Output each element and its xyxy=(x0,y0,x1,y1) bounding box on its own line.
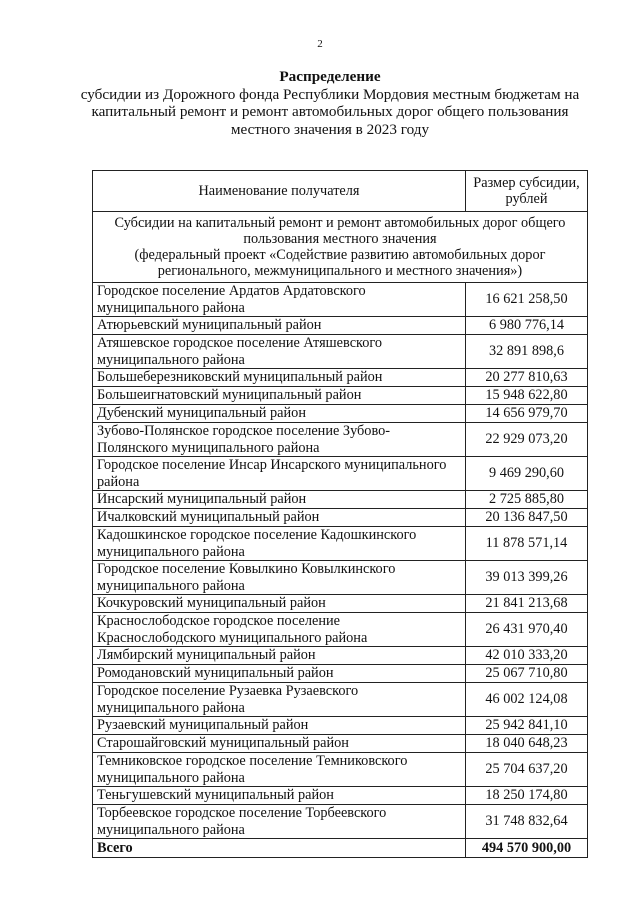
subtitle-line-1: субсидии из Дорожного фонда Республики Мордовия местным бюджетам на xyxy=(80,85,580,103)
table-row xyxy=(93,613,588,647)
recipient-name-cell: Городское поселение Рузаевка Рузаевского муниципального района xyxy=(93,683,466,717)
recipient-name-cell: Торбеевское городское поселение Торбеевского муниципального района xyxy=(93,805,466,839)
subsidy-amount-cell: 46 002 124,08 xyxy=(466,683,588,717)
table-row xyxy=(93,317,588,335)
recipient-name-cell: Городское поселение Ковылкино Ковылкинского муниципального района xyxy=(93,561,466,595)
table-row xyxy=(93,683,588,717)
subsidy-table xyxy=(92,170,588,858)
table-row xyxy=(93,509,588,527)
table-row xyxy=(93,283,588,317)
section-line-1: Субсидии на капитальный ремонт и ремонт автомобильных дорог общего xyxy=(114,214,566,231)
recipient-name-cell: Кадошкинское городское поселение Кадошкинского муниципального района xyxy=(93,527,466,561)
recipient-name-cell: Большеберезниковский муниципальный район xyxy=(93,369,466,387)
section-line-2: пользования местного значения xyxy=(243,230,437,247)
recipient-name-cell: Городское поселение Ардатов Ардатовского муниципального района xyxy=(93,283,466,317)
column-header-amount: Размер субсидии, рублей xyxy=(466,171,588,212)
recipient-name-cell: Краснослободское городское поселение Краснослободского муниципального района xyxy=(93,613,466,647)
subsidy-amount-cell: 25 067 710,80 xyxy=(466,665,588,683)
recipient-name-cell: Рузаевский муниципальный район xyxy=(93,717,466,735)
recipient-name-cell: Большеигнатовский муниципальный район xyxy=(93,387,466,405)
subsidy-amount-cell: 32 891 898,6 xyxy=(466,335,588,369)
table-row xyxy=(93,527,588,561)
subsidy-amount-cell: 18 250 174,80 xyxy=(466,787,588,805)
table-row xyxy=(93,595,588,613)
title-block xyxy=(60,68,600,138)
table-row xyxy=(93,647,588,665)
document-title: Распределение xyxy=(279,68,381,85)
table-row xyxy=(93,491,588,509)
subtitle-line-2: капитальный ремонт и ремонт автомобильных дорог общего пользования xyxy=(91,103,569,120)
section-header xyxy=(93,212,588,283)
recipient-name-cell: Ичалковский муниципальный район xyxy=(93,509,466,527)
page-number: 2 xyxy=(317,38,323,50)
recipient-name-cell: Инсарский муниципальный район xyxy=(93,491,466,509)
subsidy-amount-cell: 6 980 776,14 xyxy=(466,317,588,335)
section-line-3: (федеральный проект «Содействие развитию автомобильных дорог xyxy=(134,247,546,263)
subsidy-amount-cell: 14 656 979,70 xyxy=(466,405,588,423)
subsidy-amount-cell: 25 704 637,20 xyxy=(466,753,588,787)
table-row xyxy=(93,717,588,735)
subsidy-amount-cell: 20 277 810,63 xyxy=(466,369,588,387)
table-row xyxy=(93,457,588,491)
column-header-recipient: Наименование получателя xyxy=(93,171,466,212)
subsidy-amount-cell: 26 431 970,40 xyxy=(466,613,588,647)
table-row xyxy=(93,405,588,423)
table-row xyxy=(93,387,588,405)
table-row xyxy=(93,561,588,595)
recipient-name-cell: Зубово-Полянское городское поселение Зубово-Полянского муниципального района xyxy=(93,423,466,457)
recipient-name-cell: Лямбирский муниципальный район xyxy=(93,647,466,665)
subsidy-amount-cell: 11 878 571,14 xyxy=(466,527,588,561)
recipient-name-cell: Теньгушевский муниципальный район xyxy=(93,787,466,805)
section-header-row xyxy=(93,212,588,283)
subsidy-amount-cell: 18 040 648,23 xyxy=(466,735,588,753)
recipient-name-cell: Дубенский муниципальный район xyxy=(93,405,466,423)
recipient-name-cell: Старошайговский муниципальный район xyxy=(93,735,466,753)
subsidy-amount-cell: 22 929 073,20 xyxy=(466,423,588,457)
table-row xyxy=(93,735,588,753)
subsidy-amount-cell: 9 469 290,60 xyxy=(466,457,588,491)
subsidy-amount-cell: 39 013 399,26 xyxy=(466,561,588,595)
table-header-row xyxy=(93,171,588,212)
total-label: Всего xyxy=(93,839,466,858)
subtitle-line-3: местного значения в 2023 году xyxy=(230,120,430,138)
subsidy-amount-cell: 42 010 333,20 xyxy=(466,647,588,665)
subsidy-amount-cell: 2 725 885,80 xyxy=(466,491,588,509)
table-row xyxy=(93,423,588,457)
recipient-name-cell: Ромодановский муниципальный район xyxy=(93,665,466,683)
recipient-name-cell: Атяшевское городское поселение Атяшевского муниципального района xyxy=(93,335,466,369)
table-row xyxy=(93,753,588,787)
table-row xyxy=(93,335,588,369)
total-amount: 494 570 900,00 xyxy=(466,839,588,858)
total-row xyxy=(93,839,588,858)
table-row xyxy=(93,787,588,805)
subsidy-amount-cell: 20 136 847,50 xyxy=(466,509,588,527)
recipient-name-cell: Атюрьевский муниципальный район xyxy=(93,317,466,335)
subsidy-amount-cell: 15 948 622,80 xyxy=(466,387,588,405)
recipient-name-cell: Темниковское городское поселение Темниковского муниципального района xyxy=(93,753,466,787)
subsidy-amount-cell: 31 748 832,64 xyxy=(466,805,588,839)
table-row xyxy=(93,369,588,387)
table-row xyxy=(93,805,588,839)
section-line-4: регионального, межмуниципального и местного значения») xyxy=(157,263,523,280)
subsidy-amount-cell: 25 942 841,10 xyxy=(466,717,588,735)
subsidy-amount-cell: 21 841 213,68 xyxy=(466,595,588,613)
subsidy-amount-cell: 16 621 258,50 xyxy=(466,283,588,317)
recipient-name-cell: Кочкуровский муниципальный район xyxy=(93,595,466,613)
table-row xyxy=(93,665,588,683)
recipient-name-cell: Городское поселение Инсар Инсарского муниципального района xyxy=(93,457,466,491)
